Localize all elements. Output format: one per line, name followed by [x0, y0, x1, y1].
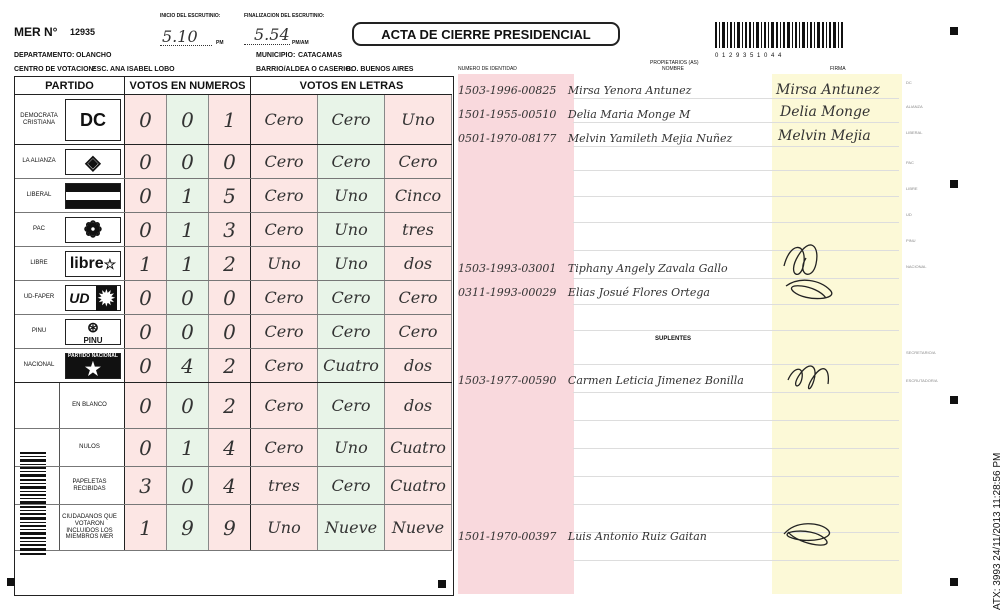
vote-number: 0 [139, 217, 152, 242]
vote-number: 4 [181, 353, 194, 378]
vote-letter: Uno [267, 518, 301, 537]
barrio-value: BO. BUENOS AIRES [346, 66, 414, 73]
vote-letter-cell [251, 145, 318, 178]
vote-number: 4 [223, 435, 236, 460]
sig-line [573, 196, 899, 197]
vote-letter-cell [385, 315, 452, 348]
vote-letter-cell [251, 95, 318, 144]
vote-number: 0 [139, 285, 152, 310]
sig-line [573, 222, 899, 223]
vote-row [15, 349, 452, 383]
vote-letter: Cero [398, 322, 438, 341]
vote-letter: Cero [264, 322, 304, 341]
vote-letter-cell [318, 505, 385, 550]
vote-letter: tres [402, 220, 434, 239]
inicio-underline [160, 45, 212, 46]
vote-letter: Nueve [324, 518, 378, 537]
vote-number-cell [167, 247, 209, 280]
nacional-logo-text: PARTIDO NACIONAL [68, 352, 118, 359]
registration-mark-right-bottom [950, 578, 958, 586]
vote-number-cell [125, 467, 167, 504]
sig-line [573, 560, 899, 561]
vote-letter: Uno [267, 254, 301, 273]
party-name: PAC [33, 226, 45, 233]
propietario-name: Mirsa Yenora Antunez [567, 84, 692, 97]
propietario-id: 1503-1993-03001 [458, 262, 557, 275]
vote-letter: Cuatro [390, 476, 446, 495]
propietario-id: 0311-1993-00029 [458, 286, 557, 299]
vote-number-cell [209, 95, 251, 144]
vote-row [15, 315, 452, 349]
vote-letter: Cero [331, 152, 371, 171]
vote-row [15, 281, 452, 315]
row-label-secretario: SECRETARIO/A [906, 350, 936, 355]
party-cell [15, 95, 125, 144]
propietario-row [458, 84, 691, 102]
vote-number: 1 [223, 107, 236, 132]
vote-number: 1 [181, 435, 194, 460]
vote-number-cell [125, 505, 167, 550]
col-letras-text: VOTOS EN LETRAS [299, 79, 404, 92]
vote-number: 9 [223, 515, 236, 540]
col-name-label: NOMBRE [662, 66, 684, 72]
row-label-liberal: LIBERAL [906, 130, 923, 135]
final-suffix: PM/AM [292, 40, 309, 46]
party-logo [65, 183, 121, 209]
vote-letter-cell [251, 281, 318, 314]
vote-letter-cell [385, 247, 452, 280]
col-owners-label: PROPIETARIOS (AS) [650, 60, 699, 66]
final-value: 5.54 [254, 25, 290, 44]
document-title-text: ACTA DE CIERRE PRESIDENCIAL [381, 26, 591, 42]
sig-line [573, 364, 899, 365]
party-cell [15, 281, 125, 314]
vote-letter: Cero [331, 288, 371, 307]
vote-number: 3 [223, 217, 236, 242]
vote-number: 2 [223, 393, 236, 418]
libre-logo-text: libre [69, 255, 104, 272]
vote-number-cell [209, 383, 251, 428]
side-timestamp: ATX: 3993 24/11/2013 11:28:56 PM [992, 452, 1003, 610]
party-name: LIBERAL [26, 192, 52, 199]
vote-letter: Uno [334, 254, 368, 273]
vote-number: 2 [223, 251, 236, 276]
votes-table [14, 76, 454, 596]
vote-number-cell [167, 145, 209, 178]
vote-letter-cell [318, 145, 385, 178]
party-cell [15, 247, 125, 280]
vote-number-cell [209, 467, 251, 504]
vote-row [15, 467, 452, 505]
vote-number: 1 [139, 251, 152, 276]
vote-number-cell [167, 467, 209, 504]
party-left-divider [59, 383, 60, 428]
vote-number-cell [167, 95, 209, 144]
propietario-row [458, 262, 728, 280]
registration-mark-right-top [950, 180, 958, 188]
sig-line [573, 392, 899, 393]
vote-letter: Cuatro [390, 438, 446, 457]
vote-row [15, 429, 452, 467]
inicio-suffix: PM [216, 40, 224, 46]
row-label-ud: UD [906, 212, 912, 217]
party-left-divider [59, 505, 60, 550]
vote-letter: Cero [264, 356, 304, 375]
vote-number: 5 [223, 183, 236, 208]
handwritten-signature [776, 236, 836, 308]
vote-number-cell [209, 281, 251, 314]
vote-row [15, 213, 452, 247]
party-name: EN BLANCO [72, 402, 107, 409]
municipio-label: MUNICIPIO: [256, 52, 296, 59]
vote-letter: Cero [264, 396, 304, 415]
party-name: LA ALIANZA [22, 158, 56, 165]
vote-letter-cell [251, 505, 318, 550]
vote-number: 0 [139, 149, 152, 174]
departamento-label: DEPARTAMENTO: [14, 52, 75, 59]
barcode-graphic [715, 22, 845, 48]
party-logo [65, 217, 121, 243]
vote-number-cell [167, 383, 209, 428]
vote-letter-cell [385, 505, 452, 550]
vote-letter: tres [268, 476, 300, 495]
vote-number: 0 [223, 319, 236, 344]
vote-number: 2 [223, 353, 236, 378]
vote-number: 0 [223, 285, 236, 310]
barcode-number: 0 1 2 9 3 5 1 0 4 4 [715, 53, 783, 59]
propietario-id: 0501-1970-08177 [458, 132, 557, 145]
vote-number-cell [125, 349, 167, 382]
vote-letter-cell [385, 349, 452, 382]
row-label-dc: DC [906, 80, 912, 85]
vote-letter: dos [403, 254, 433, 273]
suplente-name: Luis Antonio Ruiz Gaitan [567, 530, 707, 543]
vote-letter-cell [385, 429, 452, 466]
col-numeros [125, 77, 251, 95]
vote-letter-cell [385, 467, 452, 504]
vote-letter: Uno [401, 110, 435, 129]
vote-number: 0 [181, 319, 194, 344]
registration-mark-right-mid [950, 396, 958, 404]
vote-letter: Cero [331, 110, 371, 129]
sig-line [573, 476, 899, 477]
party-cell [15, 383, 125, 428]
vote-letter-cell [318, 213, 385, 246]
vote-letter-cell [251, 467, 318, 504]
pac-emblem-icon: ❁ [83, 217, 103, 242]
centro-label: CENTRO DE VOTACION: [14, 66, 96, 73]
row-label-libre: LIBRE [906, 186, 918, 191]
vote-number-cell [209, 213, 251, 246]
vote-letter: Cero [398, 288, 438, 307]
final-label: FINALIZACION DEL ESCRUTINIO: [244, 13, 325, 19]
vote-letter: Cero [398, 152, 438, 171]
sig-line [573, 448, 899, 449]
vote-number-cell [167, 505, 209, 550]
vote-number: 0 [181, 393, 194, 418]
col-sign-label: FIRMA [830, 66, 846, 72]
party-name: PAPELETAS RECIBIDAS [72, 478, 107, 492]
propietario-row [458, 286, 710, 304]
party-name: NULOS [79, 444, 100, 451]
registration-mark-top-right [950, 27, 958, 35]
sig-line [573, 304, 899, 305]
document-title [352, 22, 620, 46]
party-name: CIUDADANOS QUE VOTARON INCLUIDOS LOS MIEMBROS MER [62, 514, 117, 541]
vote-number: 1 [139, 515, 152, 540]
party-cell [15, 213, 125, 246]
propietario-signature: Melvin Mejia [778, 128, 871, 144]
vote-number: 0 [181, 285, 194, 310]
star-icon: ☆ [103, 255, 117, 272]
vote-letter: Nueve [391, 518, 445, 537]
centro-value: ESC. ANA ISABEL LOBO [92, 66, 175, 73]
vote-row [15, 383, 452, 429]
sun-icon: ✹ [97, 287, 115, 310]
registration-mark-bottom-left [7, 578, 15, 586]
handwritten-signature [784, 362, 834, 392]
party-cell [15, 349, 125, 382]
row-label-pac: PAC [906, 160, 914, 165]
registration-mark-bottom-mid [438, 580, 446, 588]
vote-number: 0 [139, 107, 152, 132]
party-logo [65, 149, 121, 175]
vote-letter: Cero [264, 438, 304, 457]
vote-number: 0 [139, 183, 152, 208]
party-left-divider [59, 429, 60, 466]
propietario-row [458, 132, 732, 150]
suplente-name: Carmen Leticia Jimenez Bonilla [567, 374, 744, 387]
vote-number: 0 [223, 149, 236, 174]
party-logo [65, 285, 121, 311]
pinu-logo-text: PINU [83, 336, 103, 345]
vote-row [15, 95, 452, 145]
party-name: DEMOCRATA CRISTIANA [20, 112, 58, 126]
propietario-signature: Mirsa Antunez [776, 82, 880, 98]
sig-line [573, 420, 899, 421]
row-label-escrutador: ESCRUTADOR/A [906, 378, 938, 383]
col-partido-text: PARTIDO [45, 79, 94, 92]
vote-letter-cell [318, 179, 385, 212]
vote-number: 4 [223, 473, 236, 498]
vote-number: 3 [139, 473, 152, 498]
vote-letter-cell [318, 429, 385, 466]
vote-letter-cell [318, 281, 385, 314]
party-name: PINU [31, 328, 47, 335]
vote-number: 1 [181, 183, 194, 208]
mer-number: 12935 [70, 27, 96, 37]
side-barcode [20, 452, 54, 556]
vote-number: 0 [139, 319, 152, 344]
vote-row [15, 179, 452, 213]
vote-number-cell [209, 247, 251, 280]
col-numeros-text: VOTOS EN NUMEROS [129, 79, 246, 92]
party-name: NACIONAL [23, 362, 55, 369]
vote-letter-cell [251, 315, 318, 348]
vote-number: 0 [181, 107, 194, 132]
dc-logo-text: DC [80, 109, 106, 130]
inicio-value: 5.10 [162, 27, 198, 46]
vote-number-cell [125, 281, 167, 314]
vote-letter: Cero [264, 220, 304, 239]
vote-number-cell [125, 179, 167, 212]
vote-letter: Cero [264, 152, 304, 171]
sig-line [573, 330, 899, 331]
vote-letter: Uno [334, 220, 368, 239]
vote-letter: Cinco [394, 186, 442, 205]
vote-number-cell [167, 349, 209, 382]
vote-letter-cell [251, 429, 318, 466]
vote-letter-cell [318, 383, 385, 428]
row-label-pinu: PINU [906, 238, 916, 243]
suplente-id: 1503-1977-00590 [458, 374, 557, 387]
vote-letter-cell [385, 179, 452, 212]
final-underline [244, 44, 290, 45]
vote-letter-cell [251, 349, 318, 382]
party-cell [15, 315, 125, 348]
vote-number-cell [167, 179, 209, 212]
vote-letter-cell [251, 213, 318, 246]
vote-number-cell [167, 315, 209, 348]
vote-letter: Cero [331, 476, 371, 495]
departamento-value: OLANCHO [76, 52, 112, 59]
vote-number: 0 [139, 435, 152, 460]
party-name: LIBRE [30, 260, 48, 267]
vote-row [15, 145, 452, 179]
propietario-id: 1503-1996-00825 [458, 84, 557, 97]
vote-number-cell [125, 95, 167, 144]
vote-number: 1 [181, 217, 194, 242]
vote-letter: Uno [334, 186, 368, 205]
handwritten-signature [780, 518, 834, 548]
vote-letter-cell [251, 247, 318, 280]
vote-letter: Cero [264, 186, 304, 205]
party-logo [65, 99, 121, 141]
vote-letter-cell [318, 95, 385, 144]
vote-number-cell [209, 429, 251, 466]
propietario-signature: Delia Monge [780, 104, 871, 120]
party-logo [65, 353, 121, 379]
barrio-label: BARRIO/ALDEA O CASERIO: [256, 66, 353, 73]
id-column-bg [458, 74, 574, 594]
col-id-label: NUMERO DE IDENTIDAD [458, 66, 517, 72]
sig-line [573, 504, 899, 505]
header-barcode [715, 22, 845, 59]
vote-letter-cell [318, 349, 385, 382]
party-logo [65, 251, 121, 277]
vote-row [15, 505, 452, 551]
vote-letter-cell [385, 213, 452, 246]
inicio-label: INICIO DEL ESCRUTINIO: [160, 13, 221, 19]
sig-line [573, 250, 899, 251]
vote-number-cell [125, 429, 167, 466]
suplente-id: 1501-1970-00397 [458, 530, 557, 543]
mer-label: MER N° [14, 25, 58, 39]
col-partido [15, 77, 125, 95]
vote-letter-cell [318, 315, 385, 348]
vote-letter-cell [251, 383, 318, 428]
municipio-value: CATACAMAS [298, 52, 343, 59]
side-barcode-graphic [20, 452, 54, 556]
vote-letter: Cero [264, 110, 304, 129]
vote-number-cell [167, 429, 209, 466]
sign-column-bg [772, 74, 902, 594]
vote-number-cell [209, 145, 251, 178]
propietario-name: Delia Maria Monge M [567, 108, 691, 121]
vote-letter: Uno [334, 438, 368, 457]
vote-number-cell [167, 281, 209, 314]
vote-letter-cell [318, 467, 385, 504]
vote-letter-cell [385, 145, 452, 178]
propietario-name: Tiphany Angely Zavala Gallo [567, 262, 728, 275]
row-label-alianza: ALIANZA [906, 104, 923, 109]
col-letras [251, 77, 452, 95]
vote-number: 0 [139, 393, 152, 418]
vote-letter-cell [318, 247, 385, 280]
propietario-name: Elias Josué Flores Ortega [567, 286, 710, 299]
vote-row [15, 247, 452, 281]
party-cell [15, 145, 125, 178]
vote-number: 1 [181, 251, 194, 276]
sig-line [573, 170, 899, 171]
vote-number: 0 [181, 473, 194, 498]
alianza-emblem-icon: ◈ [85, 151, 101, 174]
vote-letter: Cero [331, 322, 371, 341]
vote-number-cell [209, 179, 251, 212]
suplentes-label: SUPLENTES [655, 336, 692, 342]
vote-number-cell [125, 247, 167, 280]
vote-letter: Cero [264, 288, 304, 307]
vote-letter-cell [251, 179, 318, 212]
vote-number-cell [125, 145, 167, 178]
vote-letter: dos [403, 396, 433, 415]
vote-number-cell [167, 213, 209, 246]
suplente-row [458, 530, 707, 548]
row-label-nacional: NACIONAL [906, 264, 927, 269]
vote-number: 0 [181, 149, 194, 174]
party-cell [15, 179, 125, 212]
propietario-row [458, 108, 690, 126]
vote-letter-cell [385, 95, 452, 144]
vote-number-cell [125, 213, 167, 246]
vote-number: 0 [139, 353, 152, 378]
star-icon: ★ [84, 358, 102, 379]
propietario-name: Melvin Yamileth Mejia Nuñez [567, 132, 733, 145]
vote-letter-cell [385, 383, 452, 428]
vote-number-cell [209, 505, 251, 550]
propietario-id: 1501-1955-00510 [458, 108, 557, 121]
vote-letter: Cero [331, 396, 371, 415]
ud-logo-text: UD [69, 290, 90, 306]
vote-letter-cell [385, 281, 452, 314]
vote-letter: dos [403, 356, 433, 375]
party-left-divider [59, 467, 60, 504]
vote-letter: Cuatro [323, 356, 379, 375]
vote-number: 9 [181, 515, 194, 540]
vote-number-cell [125, 315, 167, 348]
pinu-emblem-icon: ⊛ [87, 319, 99, 335]
suplente-row [458, 374, 744, 392]
vote-number-cell [209, 315, 251, 348]
vote-number-cell [209, 349, 251, 382]
vote-number-cell [125, 383, 167, 428]
party-name: UD-FAPER [23, 294, 55, 301]
party-logo [65, 319, 121, 345]
